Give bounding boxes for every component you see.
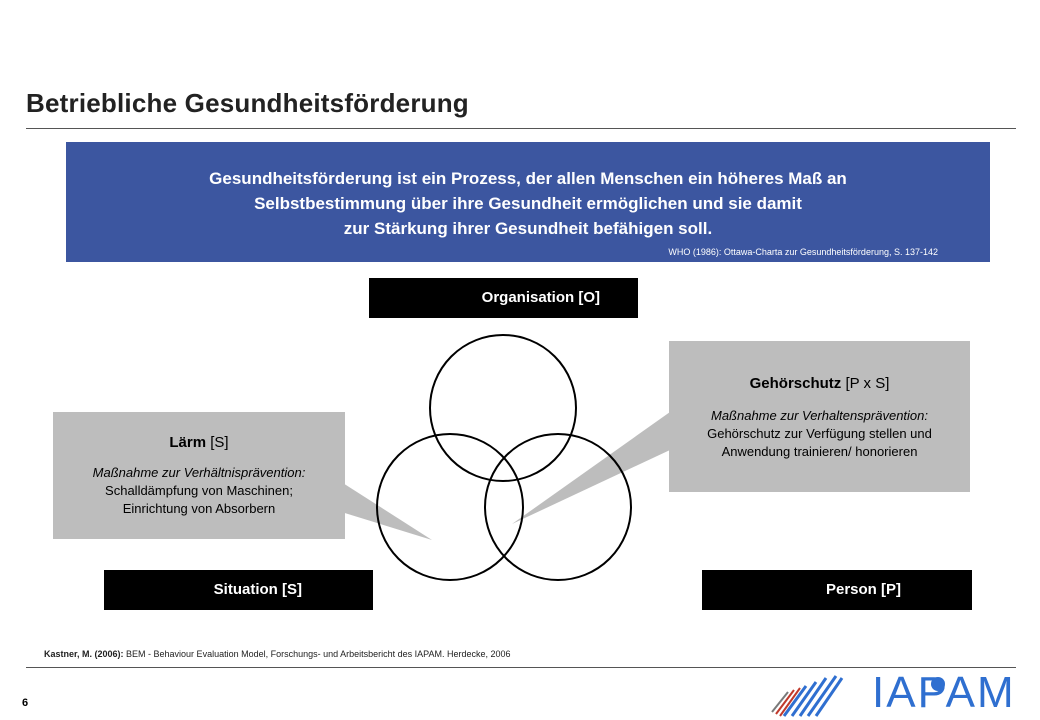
laerm-line-1: Schalldämpfung von Maschinen; (105, 483, 293, 498)
logo-text: IAPAM (872, 668, 1016, 717)
laerm-subtitle: Maßnahme zur Verhältnisprävention: (92, 465, 306, 480)
footer-author: Kastner, M. (2006): (44, 649, 124, 659)
quote-line-3: zur Stärkung ihrer Gesundheit befähigen soll. (343, 219, 713, 238)
gehoer-title-bold: Gehörschutz (749, 375, 842, 392)
laerm-callout-pointer (335, 478, 432, 540)
laerm-title (53, 434, 345, 451)
page-number: 6 (22, 697, 29, 709)
gehoer-title (669, 375, 970, 392)
laerm-title-bold: Lärm (169, 434, 207, 451)
gehoer-line-1: Gehörschutz zur Verfügung stellen und (707, 426, 932, 441)
quote-source: WHO (1986): Ottawa-Charta zur Gesundheitsförderung, S. 137-142 (668, 247, 938, 257)
circle-situation (377, 434, 523, 580)
label-organisation (369, 278, 638, 318)
gehoer-callout-pointer (512, 412, 670, 524)
label-person (702, 570, 972, 610)
footer-divider (26, 667, 1016, 668)
quote-line-2: Selbstbestimmung über ihre Gesundheit ermöglichen und sie damit (254, 194, 802, 213)
iapam-logo (770, 668, 1025, 718)
gehoer-callout (669, 341, 970, 492)
label-situation (104, 570, 373, 610)
footer-reference-text: BEM - Behaviour Evaluation Model, Forschungs- und Arbeitsbericht des IAPAM. Herdecke, 2006 (123, 649, 511, 659)
label-organisation-text: Organisation [O] (481, 289, 600, 306)
gehoer-text (669, 407, 970, 461)
page-title: Betriebliche Gesundheitsförderung (26, 88, 469, 118)
laerm-callout (53, 412, 345, 539)
laerm-title-rest: [S] (206, 434, 229, 451)
footer-reference (44, 649, 511, 659)
laerm-text (53, 464, 345, 518)
gehoer-subtitle: Maßnahme zur Verhaltensprävention: (710, 408, 929, 423)
label-person-text: Person [P] (825, 581, 901, 598)
gehoer-title-rest: [P x S] (841, 375, 890, 392)
label-situation-text: Situation [S] (213, 581, 302, 598)
quote-line-1: Gesundheitsförderung ist ein Prozess, der allen Menschen ein höheres Maß an (209, 169, 847, 188)
laerm-line-2: Einrichtung von Absorbern (122, 501, 276, 516)
gehoer-line-2: Anwendung trainieren/ honorieren (721, 444, 918, 459)
